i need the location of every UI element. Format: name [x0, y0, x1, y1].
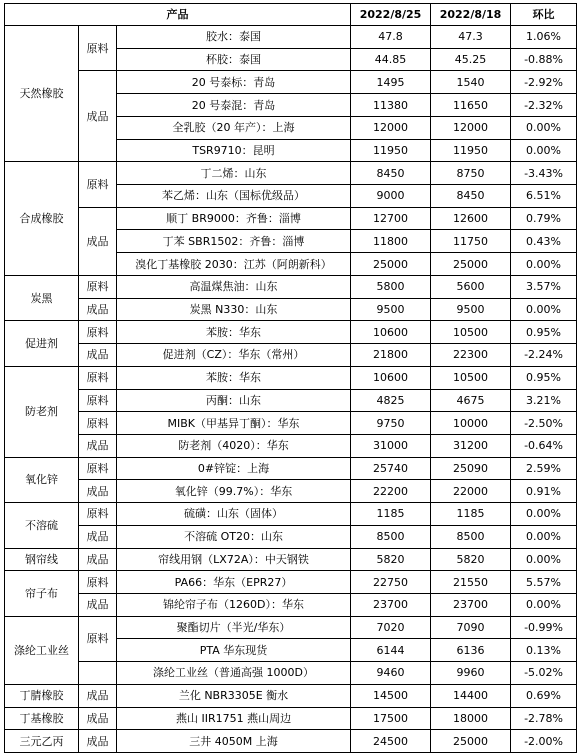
value-previous-cell: 22300	[431, 344, 511, 367]
change-cell: -5.02%	[511, 662, 577, 685]
table-row	[5, 548, 577, 571]
table-row	[5, 26, 577, 49]
category-cell: 不溶硫	[5, 503, 79, 548]
value-current-cell: 17500	[351, 707, 431, 730]
product-cell: 杯胶：泰国	[117, 48, 351, 71]
change-cell: -0.64%	[511, 434, 577, 457]
value-previous-cell: 11750	[431, 230, 511, 253]
change-cell: -2.24%	[511, 344, 577, 367]
change-cell: 0.13%	[511, 639, 577, 662]
product-cell: 苯胺：华东	[117, 321, 351, 344]
value-previous-cell: 8500	[431, 525, 511, 548]
type-cell: 成品	[79, 434, 117, 457]
category-cell: 丁腈橡胶	[5, 684, 79, 707]
header-date-1: 2022/8/25	[351, 4, 431, 26]
value-previous-cell: 10500	[431, 366, 511, 389]
type-cell: 成品	[79, 684, 117, 707]
category-cell: 帘子布	[5, 571, 79, 616]
value-current-cell: 1495	[351, 71, 431, 94]
change-cell: -2.92%	[511, 71, 577, 94]
value-previous-cell: 25090	[431, 457, 511, 480]
table-row	[5, 162, 577, 185]
type-cell: 原料	[79, 457, 117, 480]
change-cell: 0.43%	[511, 230, 577, 253]
value-previous-cell: 8750	[431, 162, 511, 185]
type-cell: 成品	[79, 71, 117, 162]
type-cell: 成品	[79, 525, 117, 548]
product-cell: 兰化 NBR3305E 衡水	[117, 684, 351, 707]
product-cell: PTA 华东现货	[117, 639, 351, 662]
value-previous-cell: 31200	[431, 434, 511, 457]
header-product: 产品	[5, 4, 351, 26]
category-cell: 防老剂	[5, 366, 79, 457]
type-cell: 成品	[79, 548, 117, 571]
category-cell: 合成橡胶	[5, 162, 79, 276]
table-row	[5, 344, 577, 367]
type-cell: 成品	[79, 207, 117, 275]
category-cell: 炭黑	[5, 275, 79, 320]
type-cell: 成品	[79, 730, 117, 753]
change-cell: 3.21%	[511, 389, 577, 412]
product-cell: 丁二烯：山东	[117, 162, 351, 185]
value-previous-cell: 10000	[431, 412, 511, 435]
value-current-cell: 5800	[351, 275, 431, 298]
table-row	[5, 593, 577, 616]
product-cell: 锦纶帘子布（1260D）：华东	[117, 593, 351, 616]
product-cell: 燕山 IIR1751 燕山周边	[117, 707, 351, 730]
change-cell: 0.00%	[511, 116, 577, 139]
type-cell: 原料	[79, 26, 117, 71]
value-current-cell: 10600	[351, 321, 431, 344]
value-current-cell: 22750	[351, 571, 431, 594]
value-previous-cell: 10500	[431, 321, 511, 344]
value-previous-cell: 1185	[431, 503, 511, 526]
change-cell: 6.51%	[511, 185, 577, 208]
change-cell: 3.57%	[511, 275, 577, 298]
type-cell: 原料	[79, 616, 117, 661]
change-cell: 0.00%	[511, 253, 577, 276]
product-cell: 苯胺：华东	[117, 366, 351, 389]
value-previous-cell: 23700	[431, 593, 511, 616]
table-row	[5, 730, 577, 753]
table-row	[5, 662, 577, 685]
product-cell: 丁苯 SBR1502：齐鲁：淄博	[117, 230, 351, 253]
product-cell: 不溶硫 OT20：山东	[117, 525, 351, 548]
product-cell: PA66：华东（EPR27）	[117, 571, 351, 594]
value-previous-cell: 25000	[431, 253, 511, 276]
value-previous-cell: 21550	[431, 571, 511, 594]
category-cell: 天然橡胶	[5, 26, 79, 162]
change-cell: -2.78%	[511, 707, 577, 730]
product-cell: 全乳胶（20 年产）：上海	[117, 116, 351, 139]
value-current-cell: 22200	[351, 480, 431, 503]
table-row	[5, 71, 577, 94]
value-current-cell: 9500	[351, 298, 431, 321]
table-row	[5, 389, 577, 412]
value-current-cell: 25740	[351, 457, 431, 480]
change-cell: 0.91%	[511, 480, 577, 503]
value-current-cell: 7020	[351, 616, 431, 639]
price-table	[4, 3, 577, 753]
table-row	[5, 275, 577, 298]
header-date-2: 2022/8/18	[431, 4, 511, 26]
product-cell: 20 号泰标：青岛	[117, 71, 351, 94]
change-cell: 0.95%	[511, 366, 577, 389]
value-current-cell: 44.85	[351, 48, 431, 71]
type-cell: 原料	[79, 321, 117, 344]
type-cell: 成品	[79, 344, 117, 367]
product-cell: 防老剂（4020）：华东	[117, 434, 351, 457]
table-row	[5, 571, 577, 594]
type-cell: 原料	[79, 275, 117, 298]
change-cell: -0.88%	[511, 48, 577, 71]
table-row	[5, 207, 577, 230]
product-cell: 氧化锌（99.7%）：华东	[117, 480, 351, 503]
product-cell: TSR9710：昆明	[117, 139, 351, 162]
value-current-cell: 12700	[351, 207, 431, 230]
change-cell: 0.00%	[511, 298, 577, 321]
table-row	[5, 684, 577, 707]
category-cell: 钢帘线	[5, 548, 79, 571]
type-cell: 原料	[79, 571, 117, 594]
value-current-cell: 11380	[351, 94, 431, 117]
value-current-cell: 21800	[351, 344, 431, 367]
change-cell: 0.00%	[511, 139, 577, 162]
value-previous-cell: 4675	[431, 389, 511, 412]
change-cell: 0.69%	[511, 684, 577, 707]
table-body	[5, 26, 577, 753]
product-cell: 溴化丁基橡胶 2030：江苏（阿朗新科）	[117, 253, 351, 276]
product-cell: 促进剂（CZ）：华东（常州）	[117, 344, 351, 367]
product-cell: 硫磺：山东（固体）	[117, 503, 351, 526]
value-previous-cell: 12000	[431, 116, 511, 139]
product-cell: 帘线用钢（LX72A）：中天钢铁	[117, 548, 351, 571]
value-current-cell: 8450	[351, 162, 431, 185]
value-previous-cell: 47.3	[431, 26, 511, 49]
table-row	[5, 480, 577, 503]
value-previous-cell: 6136	[431, 639, 511, 662]
product-cell: MIBK（甲基异丁酮）：华东	[117, 412, 351, 435]
change-cell: 5.57%	[511, 571, 577, 594]
product-cell: 0#锌锭：上海	[117, 457, 351, 480]
type-cell: 成品	[79, 298, 117, 321]
table-row	[5, 412, 577, 435]
table-row	[5, 321, 577, 344]
table-row	[5, 707, 577, 730]
table-row	[5, 525, 577, 548]
change-cell: -2.00%	[511, 730, 577, 753]
category-cell: 促进剂	[5, 321, 79, 366]
category-cell: 丁基橡胶	[5, 707, 79, 730]
value-previous-cell: 9960	[431, 662, 511, 685]
category-cell: 涤纶工业丝	[5, 616, 79, 684]
value-current-cell: 11800	[351, 230, 431, 253]
type-cell: 原料	[79, 503, 117, 526]
value-current-cell: 10600	[351, 366, 431, 389]
table-row	[5, 457, 577, 480]
value-previous-cell: 45.25	[431, 48, 511, 71]
value-current-cell: 11950	[351, 139, 431, 162]
value-previous-cell: 7090	[431, 616, 511, 639]
product-cell: 三井 4050M 上海	[117, 730, 351, 753]
change-cell: -3.43%	[511, 162, 577, 185]
value-previous-cell: 18000	[431, 707, 511, 730]
value-current-cell: 47.8	[351, 26, 431, 49]
change-cell: 1.06%	[511, 26, 577, 49]
type-cell: 原料	[79, 389, 117, 412]
change-cell: 0.00%	[511, 548, 577, 571]
value-current-cell: 23700	[351, 593, 431, 616]
table-row	[5, 434, 577, 457]
product-cell: 胶水：泰国	[117, 26, 351, 49]
change-cell: 0.95%	[511, 321, 577, 344]
value-current-cell: 6144	[351, 639, 431, 662]
value-previous-cell: 25000	[431, 730, 511, 753]
category-cell: 三元乙丙	[5, 730, 79, 753]
value-previous-cell: 11650	[431, 94, 511, 117]
value-current-cell: 9750	[351, 412, 431, 435]
value-current-cell: 12000	[351, 116, 431, 139]
value-current-cell: 9000	[351, 185, 431, 208]
value-current-cell: 8500	[351, 525, 431, 548]
value-current-cell: 14500	[351, 684, 431, 707]
header-row	[5, 4, 577, 26]
change-cell: 0.00%	[511, 503, 577, 526]
value-previous-cell: 5600	[431, 275, 511, 298]
change-cell: 2.59%	[511, 457, 577, 480]
type-cell: 原料	[79, 162, 117, 207]
table-row	[5, 616, 577, 639]
table-row	[5, 366, 577, 389]
table-row	[5, 298, 577, 321]
change-cell: -2.50%	[511, 412, 577, 435]
change-cell: 0.00%	[511, 525, 577, 548]
change-cell: 0.00%	[511, 593, 577, 616]
type-cell: 原料	[79, 366, 117, 389]
value-previous-cell: 8450	[431, 185, 511, 208]
value-previous-cell: 12600	[431, 207, 511, 230]
product-cell: 20 号泰混：青岛	[117, 94, 351, 117]
type-cell: 成品	[79, 480, 117, 503]
value-current-cell: 5820	[351, 548, 431, 571]
type-cell: 成品	[79, 593, 117, 616]
value-current-cell: 9460	[351, 662, 431, 685]
category-cell: 氧化锌	[5, 457, 79, 502]
header-change: 环比	[511, 4, 577, 26]
value-current-cell: 31000	[351, 434, 431, 457]
value-previous-cell: 9500	[431, 298, 511, 321]
value-previous-cell: 1540	[431, 71, 511, 94]
change-cell: -0.99%	[511, 616, 577, 639]
table-row	[5, 503, 577, 526]
product-cell: 高温煤焦油：山东	[117, 275, 351, 298]
type-cell: 原料	[79, 412, 117, 435]
change-cell: -2.32%	[511, 94, 577, 117]
value-previous-cell: 22000	[431, 480, 511, 503]
product-cell: 聚酯切片（半光/华东）	[117, 616, 351, 639]
product-cell: 涤纶工业丝（普通高强 1000D）	[117, 662, 351, 685]
value-previous-cell: 14400	[431, 684, 511, 707]
product-cell: 炭黑 N330：山东	[117, 298, 351, 321]
change-cell: 0.79%	[511, 207, 577, 230]
type-cell: 成品	[79, 707, 117, 730]
product-cell: 苯乙烯：山东（国标优级品）	[117, 185, 351, 208]
product-cell: 丙酮：山东	[117, 389, 351, 412]
value-current-cell: 1185	[351, 503, 431, 526]
value-previous-cell: 5820	[431, 548, 511, 571]
product-cell: 顺丁 BR9000：齐鲁：淄博	[117, 207, 351, 230]
type-cell	[79, 662, 117, 685]
value-current-cell: 24500	[351, 730, 431, 753]
value-current-cell: 25000	[351, 253, 431, 276]
value-previous-cell: 11950	[431, 139, 511, 162]
value-current-cell: 4825	[351, 389, 431, 412]
